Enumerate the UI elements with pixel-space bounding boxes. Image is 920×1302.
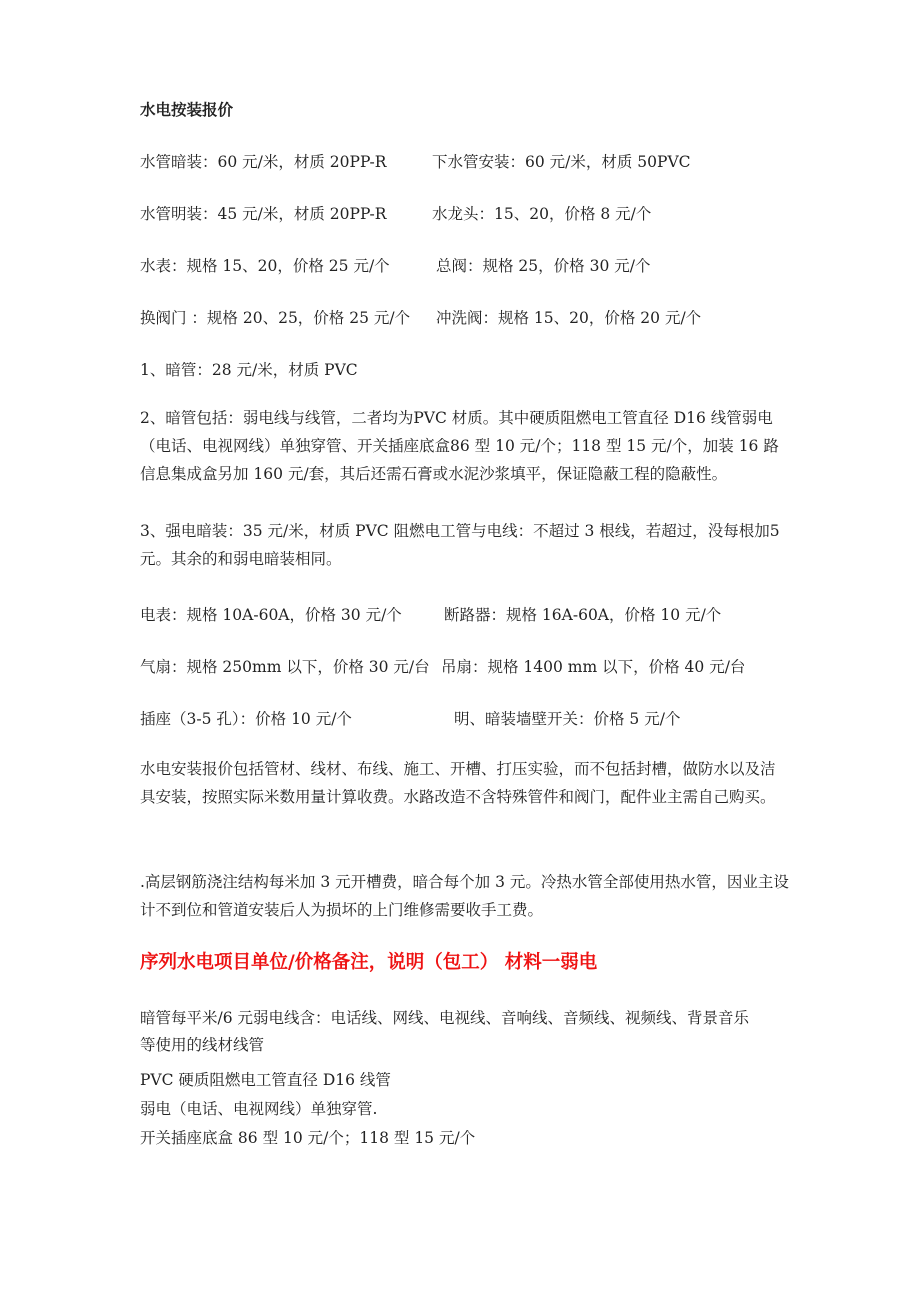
note-paragraph: 水电安装报价包括管材、线材、布线、施工、开槽、打压实验，而不包括封槽，做防水以及洁具安装，按照实际米数用量计算收费。水路改造不含特殊管件和阀门，配件业主需自己购买。 <box>140 760 776 806</box>
price-row-left: 换阀门 ：规格 20、25，价格 25 元/个 <box>140 309 411 327</box>
list-item-2: 2、暗管包括：弱电线与线管，二者均为PVC 材质。其中硬质阻燃电工管直径 D16 线管弱电（电话、电视网线）单独穿管、开关插座底盒86 型 10 元/个；118 型 15 元/个，加装 16 路信息集成盒另加 160 元/套，其后还需石膏或水泥沙浆填平，保证隐蔽工程的隐蔽性。 <box>140 409 779 483</box>
price-row-left: 水管暗装：60 元/米，材质 20PP-R <box>140 153 387 171</box>
section-heading: 序列水电项目单位/价格备注，说明（包工） 材料一弱电 <box>140 952 598 973</box>
weak-line: PVC 硬质阻燃电工管直径 D16 线管 <box>140 1071 391 1089</box>
price-row-right: 总阀：规格 25，价格 30 元/个 <box>436 257 651 275</box>
price-row-right: 明、暗装墙壁开关：价格 5 元/个 <box>454 710 681 728</box>
price-row-right: 断路器：规格 16A-60A，价格 10 元/个 <box>444 606 722 624</box>
weak-line: 弱电（电话、电视网线）单独穿管. <box>140 1100 378 1118</box>
note-paragraph: .高层钢筋浇注结构每米加 3 元开槽费，暗合每个加 3 元。冷热水管全部使用热水管，因业主设计不到位和管道安装后人为损坏的上门维修需要收手工费。 <box>140 873 789 919</box>
price-row-left: 气扇：规格 250mm 以下，价格 30 元/台 <box>140 658 430 676</box>
weak-line: 暗管每平米/6 元弱电线含：电话线、网线、电视线、音响线、音频线、视频线、背景音乐 <box>140 1009 750 1027</box>
price-row-left: 水管明装：45 元/米，材质 20PP-R <box>140 205 387 223</box>
price-row-left: 水表：规格 15、20，价格 25 元/个 <box>140 257 390 275</box>
weak-line: 开关插座底盒 86 型 10 元/个；118 型 15 元/个 <box>140 1129 476 1147</box>
document-title: 水电按装报价 <box>140 101 234 119</box>
list-item-1: 1、暗管：28 元/米，材质 PVC <box>140 361 358 379</box>
price-row-right: 下水管安装：60 元/米，材质 50PVC <box>432 153 691 171</box>
price-row-right: 水龙头：15、20，价格 8 元/个 <box>432 205 652 223</box>
price-row-left: 电表：规格 10A-60A，价格 30 元/个 <box>140 606 402 624</box>
list-item-3: 3、强电暗装：35 元/米，材质 PVC 阻燃电工管与电线：不超过 3 根线，若超过，没每根加5元。其余的和弱电暗装相同。 <box>140 522 780 568</box>
price-row-right: 冲洗阀：规格 15、20，价格 20 元/个 <box>436 309 702 327</box>
price-row-left: 插座（3-5 孔）：价格 10 元/个 <box>140 710 352 728</box>
price-row-right: 吊扇：规格 1400 mm 以下，价格 40 元/台 <box>441 658 746 676</box>
weak-line: 等使用的线材线管 <box>140 1036 265 1054</box>
